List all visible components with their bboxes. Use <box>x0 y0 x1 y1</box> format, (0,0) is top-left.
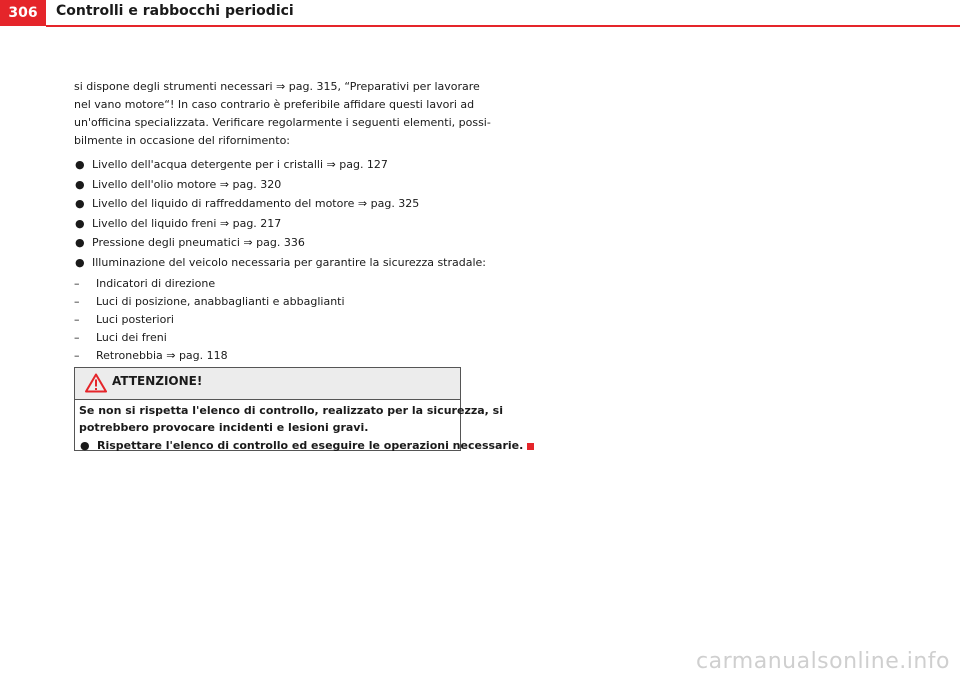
intro-line: un'officina specializzata. Verificare regolarmente i seguenti elementi, possi- <box>74 116 491 129</box>
sublist-item <box>74 293 474 311</box>
bullet-icon: ● <box>75 216 85 230</box>
header-rule <box>46 25 960 27</box>
sublist-item <box>74 311 474 329</box>
list-item <box>74 156 474 176</box>
warning-body <box>75 400 524 454</box>
bullet-icon: ● <box>75 158 85 171</box>
sublist-item <box>74 329 474 347</box>
list-item <box>74 195 474 215</box>
bullet-icon: ● <box>80 439 90 452</box>
lighting-sublist <box>74 275 474 365</box>
bullet-icon: ● <box>75 177 85 191</box>
dash-icon: – <box>74 349 80 362</box>
list-item-text: Livello del liquido di raffreddamento del motore ⇒ pag. 325 <box>92 197 420 210</box>
bullet-icon: ● <box>75 255 85 269</box>
watermark: carmanualsonline.info <box>696 649 950 674</box>
sublist-item <box>74 347 474 365</box>
page-header <box>0 0 960 27</box>
warning-item-text: Rispettare l'elenco di controllo ed eseguire le operazioni necessarie. <box>97 439 524 452</box>
header-title: Controlli e rabbocchi periodici <box>56 3 294 19</box>
warning-triangle-icon <box>85 373 107 393</box>
intro-line: bilmente in occasione del rifornimento: <box>74 134 291 147</box>
list-item <box>74 215 474 235</box>
list-item-text: Pressione degli pneumatici ⇒ pag. 336 <box>92 236 305 249</box>
intro-line: si dispone degli strumenti necessari ⇒ pag. 315, “Preparativi per lavorare <box>74 80 480 93</box>
list-item-text: Livello dell'olio motore ⇒ pag. 320 <box>92 177 282 191</box>
list-item-text: Illuminazione del veicolo necessaria per garantire la sicurezza stradale: <box>92 255 487 269</box>
sublist-item <box>74 275 474 293</box>
warning-text-line: Se non si rispetta l'elenco di controllo, realizzato per la sicurezza, si <box>79 404 503 417</box>
sublist-item-text: Luci posteriori <box>96 313 174 326</box>
dash-icon: – <box>74 313 80 326</box>
warning-list-item <box>79 437 524 454</box>
main-content <box>74 78 491 365</box>
list-item-text: Livello dell'acqua detergente per i cristalli ⇒ pag. 127 <box>92 158 388 171</box>
bullet-icon: ● <box>75 197 85 210</box>
warning-text-line: potrebbero provocare incidenti e lesioni gravi. <box>79 421 369 434</box>
list-item-text: Livello del liquido freni ⇒ pag. 217 <box>92 216 282 230</box>
dash-icon: – <box>74 295 80 308</box>
end-of-section-icon <box>527 443 534 450</box>
warning-title: ATTENZIONE! <box>112 374 203 388</box>
intro-paragraph <box>74 78 491 150</box>
sublist-item-text: Indicatori di direzione <box>96 277 216 290</box>
intro-line: nel vano motore“! In caso contrario è preferibile affidare questi lavori ad <box>74 98 475 111</box>
sublist-item-text: Retronebbia ⇒ pag. 118 <box>96 349 228 362</box>
sublist-item-text: Luci di posizione, anabbaglianti e abbaglianti <box>96 295 345 308</box>
warning-box <box>74 367 524 452</box>
list-item <box>74 234 474 254</box>
bullet-icon: ● <box>75 236 85 249</box>
sublist-item-text: Luci dei freni <box>96 331 167 344</box>
page-number: 306 <box>0 0 46 26</box>
list-item <box>74 254 487 274</box>
check-list <box>74 156 487 273</box>
dash-icon: – <box>74 331 80 344</box>
list-item <box>74 176 474 196</box>
warning-header <box>75 368 460 400</box>
dash-icon: – <box>74 277 80 290</box>
